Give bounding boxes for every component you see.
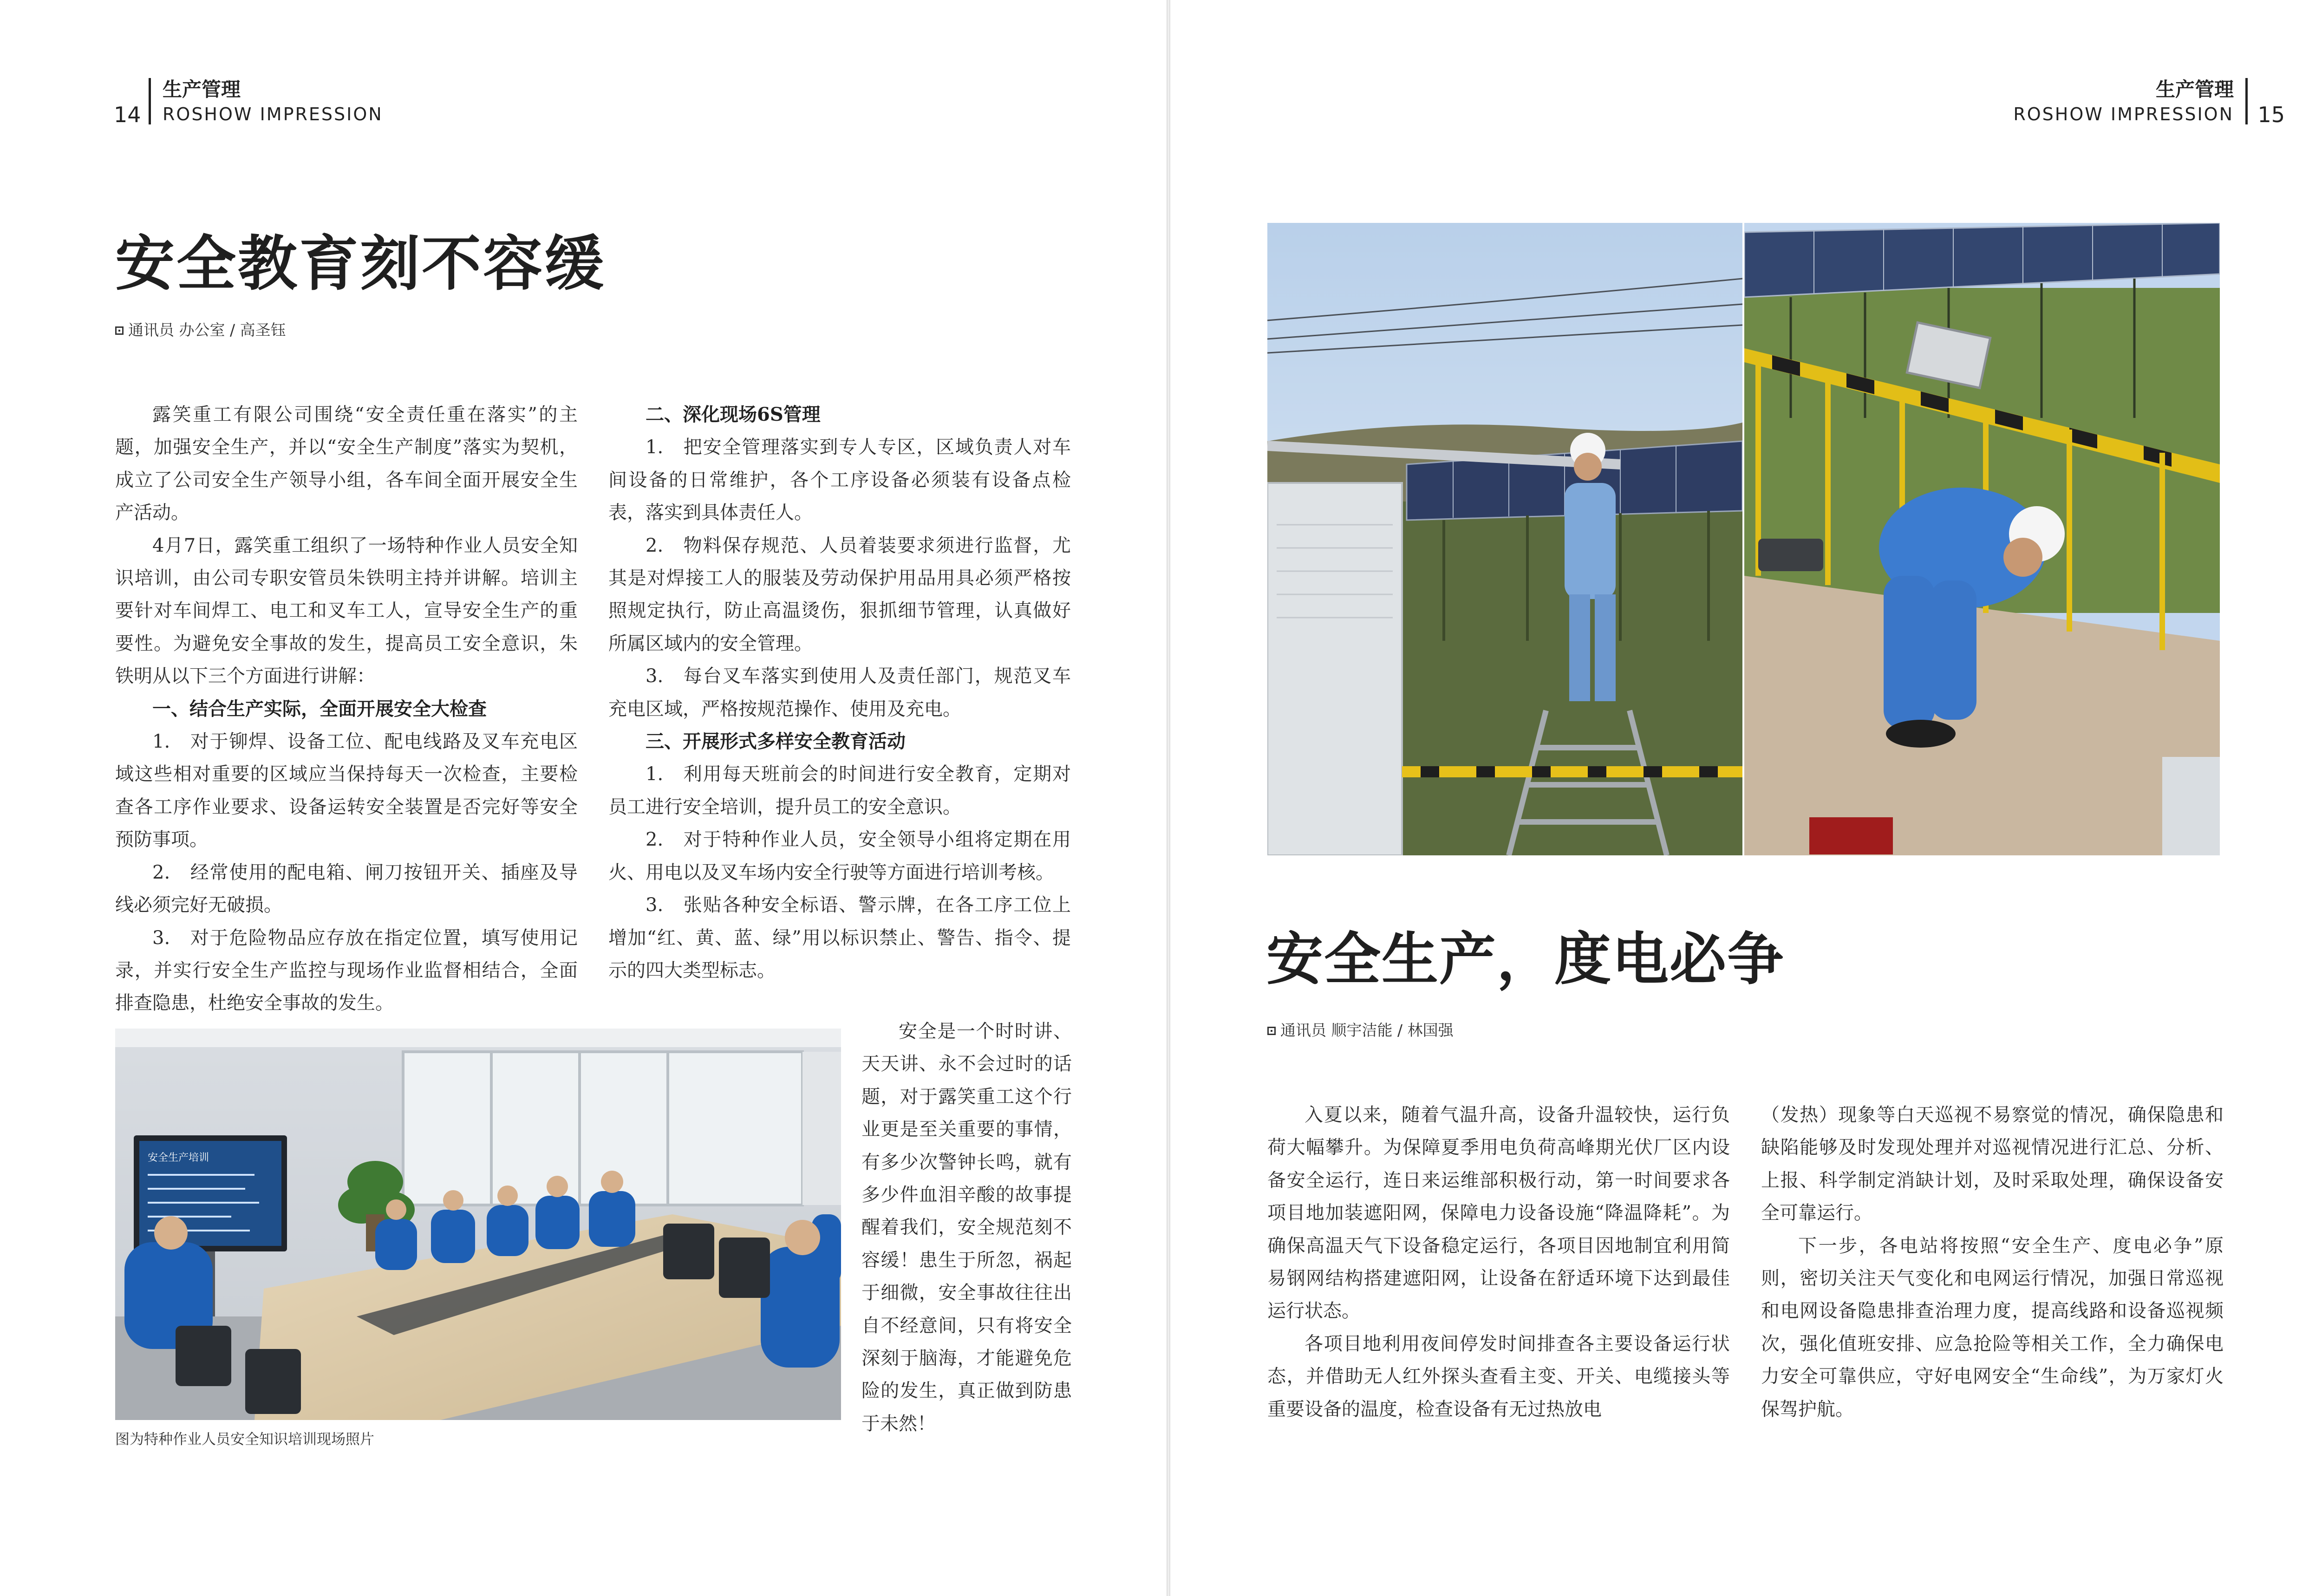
closing-text: 安全是一个时时讲、天天讲、永不会过时的话题，对于露笑重工这个行业更是至关重要的事情，有多少次警钟长鸣，就有多少件血泪辛酸的故事提醒着我们，安全规范刻不容缓！患生于所忽，祸起于细微，安全事故往往出自不经意间，只有将安全深刻于脑海，才能避免危险的发生，真正做到防患于未然！ [861, 1021, 1072, 1434]
screen-title: 安全生产培训 [148, 1152, 209, 1164]
section-label: 生产管理 [2155, 78, 2234, 101]
magazine-name: ROSHOW IMPRESSION [2013, 104, 2234, 124]
solar-maintenance-photo-1 [1267, 223, 1742, 855]
paragraph: 1. 利用每天班前会的时间进行安全教育，定期对员工进行安全培训，提升员工的安全意识。 [608, 763, 1071, 818]
paragraph: 1. 对于铆焊、设备工位、配电线路及叉车充电区域这些相对重要的区域应当保持每天一次检查，主要检查各工序作业要求、设备运转安全装置是否完好等安全预防事项。 [115, 731, 578, 851]
paragraph: 2. 对于特种作业人员，安全领导小组将定期在用火、用电以及叉车场内安全行驶等方面进行培训考核。 [608, 829, 1071, 883]
running-head-left [111, 70, 390, 130]
paragraph: 3. 对于危险物品应存放在指定位置，填写使用记录，并实行安全生产监控与现场作业监督相结合，全面排查隐患，杜绝安全事故的发生。 [115, 927, 578, 1014]
training-photo-image [115, 1029, 841, 1420]
running-head-right [1960, 70, 2285, 130]
paragraph: 露笑重工有限公司围绕“安全责任重在落实”的主题，加强安全生产，并以“安全生产制度”落实为契机，成立了公司安全生产领导小组，各车间全面开展安全生产活动。 [115, 404, 578, 524]
solar-maintenance-photo-2 [1744, 223, 2220, 855]
byline [115, 318, 286, 340]
paragraph: 下一步，各电站将按照“安全生产、度电必争”原则，密切关注天气变化和电网运行情况，加强日常巡视和电网设备隐患排查治理力度，提高线路和设备巡视频次，强化值班安排、应急抢险等相关工作，全力确保电力安全可靠供应，守好电网安全“生命线”，为万家灯火保驾护航。 [1761, 1235, 2224, 1420]
byline-text: 通讯员 办公室 / 高圣钰 [128, 321, 286, 339]
square-bullet-icon [1267, 1027, 1276, 1035]
closing-paragraph [861, 1015, 1072, 1440]
solar-photo-2-image [1744, 223, 2220, 855]
training-photo [115, 1029, 841, 1420]
paragraph: 1. 把安全管理落实到专人专区，区域负责人对车间设备的日常维护，各个工序设备必须装有设备点检表，落实到具体责任人。 [608, 436, 1071, 524]
article-column-2 [1761, 1099, 2224, 1426]
article-title: 安全生产，度电必争 [1266, 926, 1785, 992]
page-number: 15 [2257, 102, 2285, 127]
book-spine [1167, 0, 1170, 1596]
article-column-1 [1267, 1099, 1730, 1426]
paragraph: 4月7日，露笑重工组织了一场特种作业人员安全知识培训，由公司专职安管员朱铁明主持并讲解。培训主要针对车间焊工、电工和叉车工人，宣导安全生产的重要性。为避免安全事故的发生，提高员工安全意识，朱铁明从以下三个方面进行讲解： [115, 534, 578, 687]
section-heading: 三、开展形式多样安全教育活动 [646, 730, 906, 753]
paragraph: 2. 经常使用的配电箱、闸刀按钮开关、插座及导线必须完好无破损。 [115, 861, 578, 916]
article-title: 安全教育刻不容缓 [115, 229, 606, 299]
paragraph: 各项目地利用夜间停发时间排查各主要设备运行状态，并借助无人红外探头查看主变、开关、电缆接头等重要设备的温度，检查设备有无过热放电 [1267, 1333, 1730, 1420]
paragraph: 3. 每台叉车落实到使用人及责任部门，规范叉车充电区域，严格按规范操作、使用及充电。 [608, 665, 1071, 720]
paragraph: （发热）现象等白天巡视不易察觉的情况，确保隐患和缺陷能够及时发现处理并对巡视情况进行汇总、分析、上报、科学制定消缺计划，及时采取处理，确保设备安全可靠运行。 [1761, 1104, 2224, 1224]
byline [1267, 1018, 1454, 1040]
section-label: 生产管理 [163, 78, 241, 101]
square-bullet-icon [115, 326, 124, 335]
page-number: 14 [114, 102, 141, 127]
paragraph: 2. 物料保存规范、人员着装要求须进行监督，尤其是对焊接工人的服装及劳动保护用品用具必须严格按照规定执行，防止高温烫伤，狠抓细节管理，认真做好所属区域内的安全管理。 [608, 534, 1071, 654]
section-heading: 一、结合生产实际，全面开展安全大检查 [152, 697, 487, 720]
header-divider [149, 78, 151, 124]
article-column-1 [115, 398, 578, 1020]
right-page [1170, 0, 2322, 1596]
header-divider [2245, 78, 2248, 124]
section-heading: 二、深化现场6S管理 [646, 404, 821, 425]
magazine-name: ROSHOW IMPRESSION [163, 104, 383, 124]
paragraph: 入夏以来，随着气温升高，设备升温较快，运行负荷大幅攀升。为保障夏季用电负荷高峰期光伏厂区内设备安全运行，连日来运维部积极行动，第一时间要求各项目地加装遮阳网，保障电力设备设施“降温降耗”。为确保高温天气下设备稳定运行，各项目因地制宜利用简易钢网结构搭建遮阳网，让设备在舒适环境下达到最佳运行状态。 [1267, 1104, 1730, 1322]
photo-caption: 图为特种作业人员安全知识培训现场照片 [115, 1431, 374, 1448]
paragraph: 3. 张贴各种安全标语、警示牌，在各工序工位上增加“红、黄、蓝、绿”用以标识禁止、警告、指令、提示的四大类型标志。 [608, 894, 1071, 981]
byline-text: 通讯员 顺宇洁能 / 林国强 [1280, 1021, 1454, 1039]
article-column-2 [608, 398, 1071, 987]
solar-photo-1-image [1267, 223, 1742, 855]
